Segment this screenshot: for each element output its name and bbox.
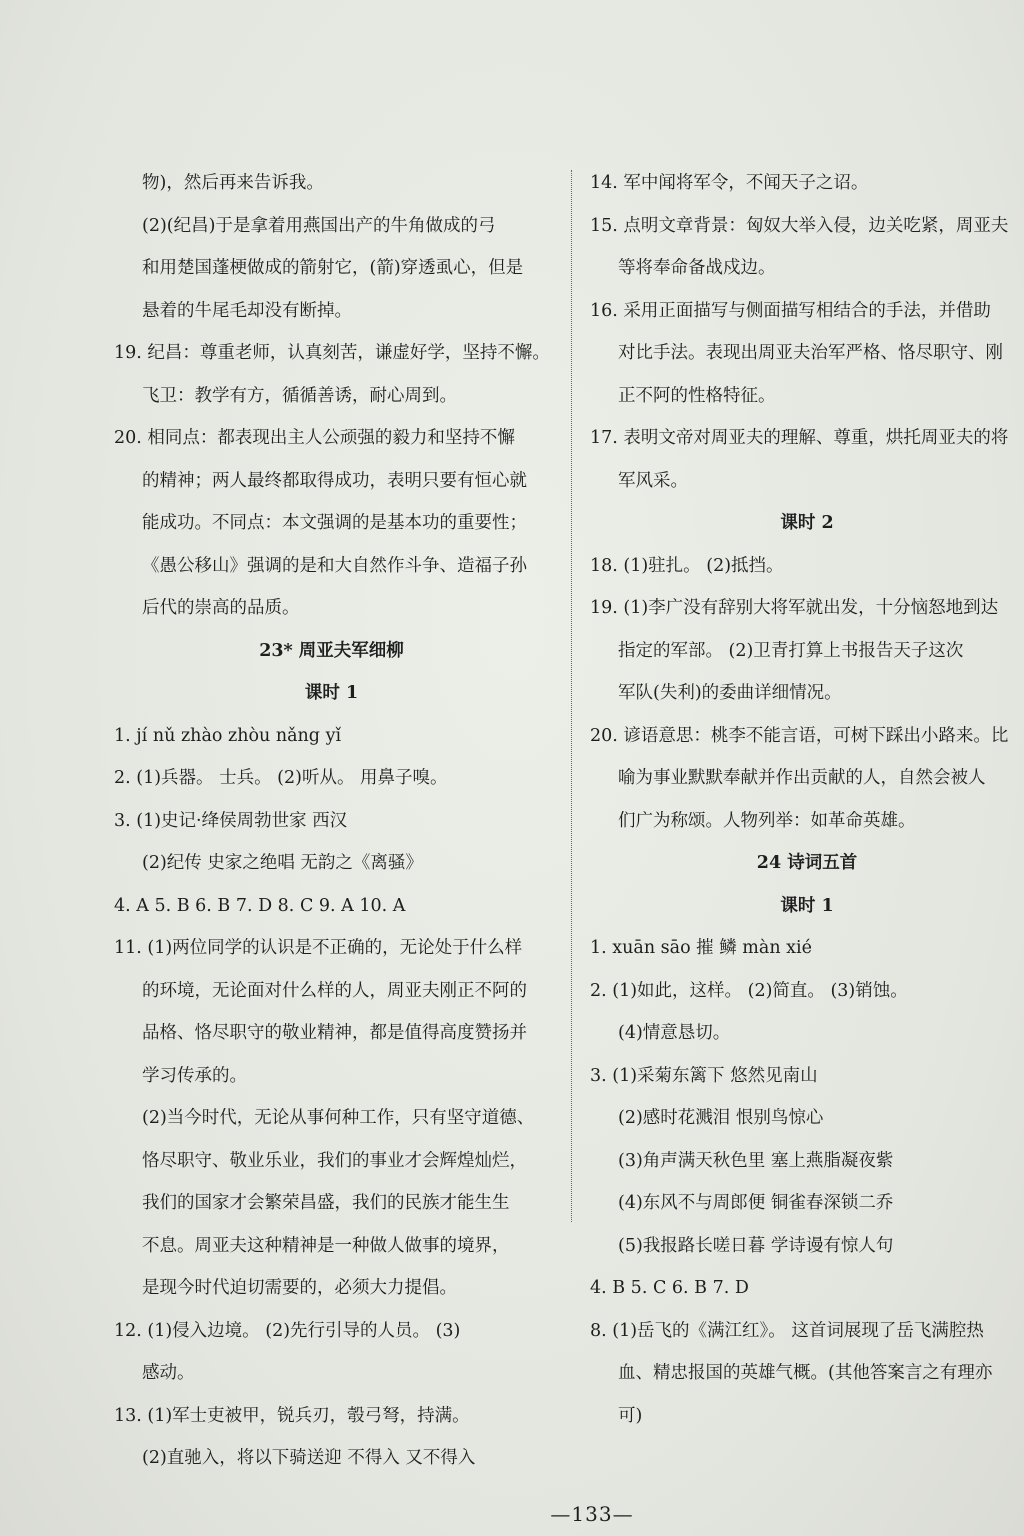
text-line: 是现今时代迫切需要的，必须大力提倡。	[142, 1278, 457, 1298]
section-heading: 课时 2	[780, 513, 834, 533]
text-line: 2. (1)兵器。 士兵。 (2)听从。 用鼻子嗅。	[114, 768, 448, 788]
text-line: (2)当今时代，无论从事何种工作，只有坚守道德、	[142, 1108, 535, 1128]
text-line: 18. (1)驻扎。 (2)抵挡。	[590, 555, 784, 576]
text-line: 4. B 5. C 6. B 7. D	[590, 1278, 749, 1298]
text-line: 物)，然后再来告诉我。	[142, 173, 324, 193]
text-line: (5)我报路长嗟日暮 学诗谩有惊人句	[618, 1235, 894, 1256]
text-line: 我们的国家才会繁荣昌盛，我们的民族才能生生	[142, 1193, 510, 1213]
text-line: (4)情意恳切。	[618, 1023, 731, 1043]
text-line: (2)感时花溅泪 恨别鸟惊心	[618, 1108, 824, 1128]
text-line: 17. 表明文帝对周亚夫的理解、尊重，烘托周亚夫的将	[590, 428, 1009, 448]
text-line: (2)纪传 史家之绝唱 无韵之《离骚》	[142, 853, 423, 873]
text-line: 8. (1)岳飞的《满江红》。 这首词展现了岳飞满腔热	[590, 1320, 984, 1341]
text-line: 军队(失利)的委曲详细情况。	[618, 683, 842, 703]
text-line: 20. 谚语意思：桃李不能言语，可树下踩出小路来。比	[590, 725, 1009, 746]
text-line: 军风采。	[618, 470, 688, 491]
text-line: 悬着的牛尾毛却没有断掉。	[142, 300, 352, 321]
text-line: 后代的崇高的品质。	[142, 598, 300, 618]
text-line: 11. (1)两位同学的认识是不正确的，无论处于什么样	[114, 938, 523, 958]
text-line: 19. 纪昌：尊重老师，认真刻苦，谦虚好学，坚持不懈。	[114, 343, 550, 363]
text-line: 4. A 5. B 6. B 7. D 8. C 9. A 10. A	[114, 895, 406, 916]
text-line: 1. jí nǔ zhào zhòu nǎng yǐ	[114, 725, 342, 746]
text-line: (3)角声满天秋色里 塞上燕脂凝夜紫	[618, 1150, 894, 1171]
text-line: 对比手法。表现出周亚夫治军严格、恪尽职守、刚	[618, 343, 1003, 363]
text-line: 恪尽职守、敬业乐业，我们的事业才会辉煌灿烂，	[142, 1150, 527, 1171]
text-line: 的环境，无论面对什么样的人，周亚夫刚正不阿的	[142, 980, 527, 1001]
text-line: 19. (1)李广没有辞别大将军就出发，十分恼怒地到达	[590, 598, 999, 618]
text-line: 学习传承的。	[142, 1065, 247, 1086]
section-heading: 课时 1	[780, 895, 834, 916]
text-line: 能成功。不同点：本文强调的是基本功的重要性；	[142, 513, 527, 533]
text-line: 正不阿的性格特征。	[618, 385, 776, 406]
text-line: 不息。周亚夫这种精神是一种做人做事的境界，	[142, 1235, 510, 1256]
left-column	[114, 162, 559, 1480]
text-line: 飞卫：教学有方，循循善诱，耐心周到。	[142, 385, 457, 406]
text-line: 15. 点明文章背景：匈奴大举入侵，边关吃紧，周亚夫	[590, 215, 1009, 236]
text-line: 的精神；两人最终都取得成功，表明只要有恒心就	[142, 470, 527, 491]
text-line: 和用楚国蓬梗做成的箭射它，(箭)穿透虱心，但是	[142, 258, 524, 278]
text-line: 1. xuān sāo 摧 鳞 màn xié	[590, 938, 812, 958]
text-line: 可)	[618, 1405, 643, 1426]
text-line: 3. (1)采菊东篱下 悠然见南山	[590, 1065, 818, 1086]
text-line: (2)(纪昌)于是拿着用燕国出产的牛角做成的弓	[142, 215, 496, 236]
text-line: 等将奉命备战戍边。	[618, 258, 776, 278]
right-column	[590, 162, 1024, 1437]
section-heading: 24 诗词五首	[756, 853, 858, 873]
text-line: (4)东风不与周郎便 铜雀春深锁二乔	[618, 1193, 894, 1213]
section-heading: 23* 周亚夫军细柳	[259, 640, 404, 661]
text-line: 14. 军中闻将军令，不闻天子之诏。	[590, 173, 869, 193]
text-line: 《愚公移山》强调的是和大自然作斗争、造福子孙	[142, 555, 527, 576]
text-line: 品格、恪尽职守的敬业精神，都是值得高度赞扬并	[142, 1023, 527, 1043]
text-line: 们广为称颂。人物列举：如革命英雄。	[618, 810, 916, 831]
page-number: —133—	[550, 1502, 634, 1526]
column-divider	[571, 170, 572, 1222]
section-heading: 课时 1	[304, 683, 359, 703]
text-line: 3. (1)史记·绛侯周勃世家 西汉	[114, 810, 348, 831]
text-line: 20. 相同点：都表现出主人公顽强的毅力和坚持不懈	[114, 428, 515, 448]
text-line: 感动。	[142, 1363, 195, 1383]
text-line: 血、精忠报国的英雄气概。(其他答案言之有理亦	[618, 1363, 993, 1383]
text-line: (2)直驰入，将以下骑送迎 不得入 又不得入	[142, 1448, 476, 1468]
text-line: 2. (1)如此，这样。 (2)简直。 (3)销蚀。	[590, 980, 908, 1001]
text-line: 16. 采用正面描写与侧面描写相结合的手法，并借助	[590, 300, 991, 321]
text-line: 13. (1)军士吏被甲，锐兵刃，彀弓弩，持满。	[114, 1405, 470, 1426]
text-line: 喻为事业默默奉献并作出贡献的人，自然会被人	[618, 768, 986, 788]
text-line: 12. (1)侵入边境。 (2)先行引导的人员。 (3)	[114, 1320, 461, 1341]
text-line: 指定的军部。 (2)卫青打算上书报告天子这次	[618, 640, 964, 661]
